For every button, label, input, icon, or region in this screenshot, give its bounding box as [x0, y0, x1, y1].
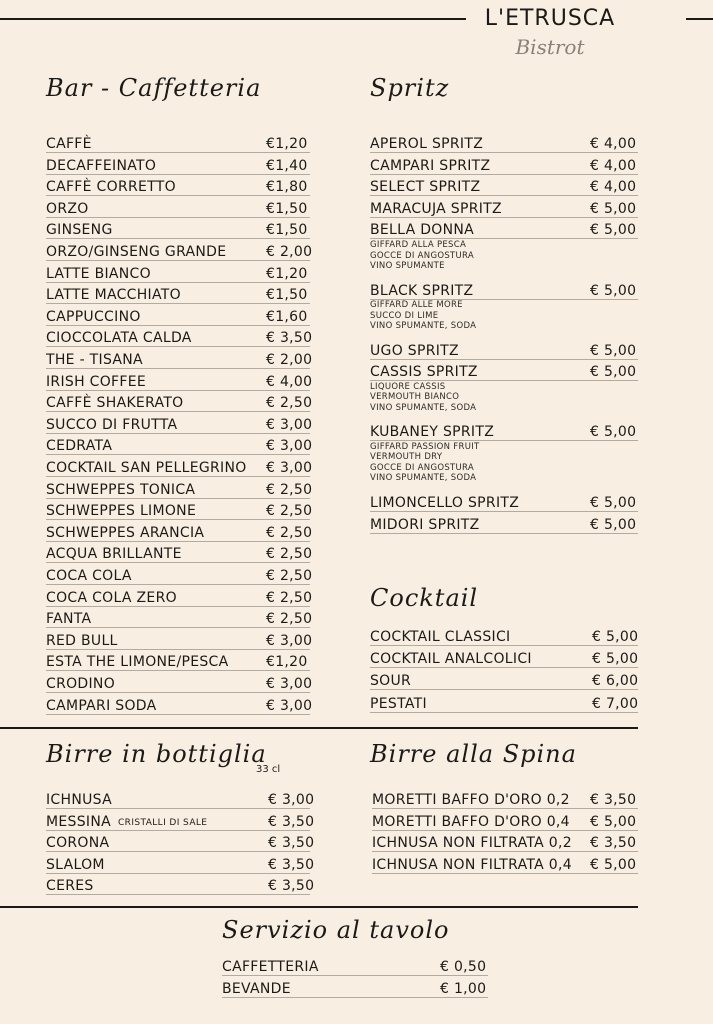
item-name: SUCCO DI FRUTTA [46, 416, 178, 433]
bar-menu-item [46, 545, 326, 563]
item-price: € 2,50 [266, 589, 313, 606]
item-underline [370, 533, 638, 534]
item-price: € 3,50 [268, 856, 315, 873]
item-name: COCKTAIL ANALCOLICI [370, 651, 532, 668]
description-line: VINO SPUMANTE, SODA [370, 473, 477, 484]
item-name: RED BULL [46, 632, 118, 649]
bar-menu-item [46, 610, 326, 628]
item-underline [46, 873, 310, 874]
item-price: € 2,50 [266, 524, 313, 541]
description-line: GIFFARD ALLE MORE [370, 300, 463, 311]
item-underline [46, 433, 310, 434]
item-price: € 3,50 [268, 835, 315, 852]
item-price: € 4,00 [590, 179, 637, 196]
item-name: COCA COLA [46, 568, 132, 584]
item-underline [46, 519, 310, 520]
cocktail-menu-item [370, 695, 652, 713]
cocktail-menu-item [370, 628, 652, 646]
item-name: CIOCCOLATA CALDA [46, 330, 192, 347]
item-underline [370, 511, 638, 512]
item-price: €1,80 [266, 179, 308, 196]
item-name: LATTE BIANCO [46, 265, 151, 282]
item-price: € 0,50 [440, 959, 487, 975]
item-price: € 2,50 [266, 546, 313, 563]
spina-menu-item [372, 856, 650, 874]
item-underline [46, 670, 310, 671]
item-underline [46, 152, 310, 153]
bar-menu-item [46, 178, 326, 196]
item-underline [370, 645, 638, 646]
description-line: GIFFARD PASSION FRUIT [370, 441, 480, 452]
spritz-menu-item [370, 494, 650, 512]
servizio-menu-item [222, 980, 500, 998]
item-price: €1,50 [266, 287, 308, 304]
item-underline [46, 217, 310, 218]
bar-menu-item [46, 589, 326, 607]
item-price: € 4,00 [266, 373, 313, 390]
item-price: €1,20 [266, 136, 308, 152]
item-price: € 5,00 [590, 516, 637, 533]
item-name: SCHWEPPES TONICA [46, 481, 196, 498]
item-underline [46, 830, 310, 831]
item-price: € 5,00 [590, 222, 637, 239]
bar-menu-item [46, 459, 326, 477]
bar-menu-item [46, 524, 326, 542]
section-title-bottiglia: Birre in bottiglia [46, 740, 267, 768]
item-price: € 2,50 [266, 481, 313, 498]
item-name: MESSINA [46, 813, 111, 830]
bottiglia-menu-item [46, 877, 328, 895]
item-underline [46, 195, 310, 196]
bottiglia-menu-item [46, 813, 328, 831]
item-price: € 2,00 [266, 352, 313, 368]
description-line: VERMOUTH BIANCO [370, 392, 460, 403]
bar-menu-item [46, 675, 326, 693]
brand-logo [475, 6, 625, 58]
item-price: € 6,00 [592, 673, 639, 690]
item-price: € 3,50 [268, 878, 315, 895]
item-price: € 3,00 [266, 697, 313, 714]
bar-menu-item [46, 243, 326, 261]
item-name: SLALOM [46, 856, 105, 873]
top-rule-right [686, 18, 713, 20]
item-underline [46, 260, 310, 261]
item-price: € 3,00 [266, 632, 313, 649]
item-underline [46, 606, 310, 607]
item-price: € 5,00 [590, 364, 637, 381]
item-price: € 5,00 [592, 651, 639, 668]
top-rule-left [0, 18, 466, 20]
item-underline [46, 282, 310, 283]
item-name: CAMPARI SPRITZ [370, 157, 491, 174]
item-name: ESTA THE LIMONE/PESCA [46, 654, 229, 671]
item-name: THE - TISANA [46, 352, 143, 368]
divider-lower [0, 906, 638, 908]
item-price: € 3,50 [266, 330, 313, 347]
description-line: VERMOUTH DRY [370, 452, 443, 463]
item-price: € 2,50 [266, 503, 313, 520]
section-title-spina: Birre alla Spina [370, 740, 577, 768]
bar-menu-item [46, 394, 326, 412]
item-name: UGO SPRITZ [370, 342, 459, 359]
item-underline [46, 808, 310, 809]
item-name: MORETTI BAFFO D'ORO 0,2 [372, 792, 570, 808]
section-title-cocktail: Cocktail [370, 584, 479, 612]
section-title-bar: Bar - Caffetteria [46, 74, 262, 102]
item-price: € 5,00 [590, 200, 637, 217]
item-price: €1,50 [266, 200, 308, 217]
spritz-menu-item [370, 157, 650, 175]
item-underline [46, 714, 310, 715]
bar-menu-item [46, 502, 326, 520]
item-price: € 3,00 [266, 676, 313, 692]
item-name: CORONA [46, 835, 110, 852]
item-name: CAFFÈ [46, 136, 92, 152]
item-underline [46, 346, 310, 347]
item-price: € 5,00 [590, 813, 637, 830]
item-price: €1,40 [266, 157, 308, 174]
item-underline [46, 454, 310, 455]
section-title-spritz: Spritz [370, 74, 450, 102]
item-underline [370, 174, 638, 175]
item-name: SCHWEPPES LIMONE [46, 503, 197, 520]
spina-menu-item [372, 813, 650, 831]
item-name: BEVANDE [222, 981, 291, 997]
item-description [370, 300, 476, 332]
item-name: MIDORI SPRITZ [370, 516, 480, 533]
item-name: APEROL SPRITZ [370, 136, 484, 152]
description-line: VINO SPUMANTE, SODA [370, 402, 477, 413]
item-name: ICHNUSA NON FILTRATA 0,2 [372, 835, 572, 852]
bar-menu-item [46, 157, 326, 175]
item-name: ICHNUSA NON FILTRATA 0,4 [372, 856, 572, 873]
item-name: IRISH COFFEE [46, 373, 147, 390]
bar-menu-item [46, 697, 326, 715]
description-line: VINO SPUMANTE [370, 261, 445, 271]
item-underline [372, 808, 638, 809]
item-underline [46, 238, 310, 239]
item-underline [370, 359, 638, 360]
divider-middle [0, 727, 638, 729]
item-price: € 2,00 [266, 244, 313, 260]
item-price: € 3,50 [590, 835, 637, 852]
item-name: COCKTAIL SAN PELLEGRINO [46, 460, 247, 476]
spritz-menu-item [370, 282, 650, 300]
section-title-servizio: Servizio al tavolo [222, 916, 450, 944]
cocktail-menu-item [370, 672, 652, 690]
item-underline [372, 873, 638, 874]
item-price: €1,60 [266, 308, 308, 325]
brand-subtitle: Bistrot [515, 35, 585, 59]
item-underline [370, 152, 638, 153]
item-name: CERES [46, 878, 94, 895]
servizio-menu-item [222, 958, 500, 976]
item-name: FANTA [46, 611, 92, 628]
item-price: € 5,00 [590, 282, 637, 299]
bar-menu-item [46, 265, 326, 283]
item-price: € 5,00 [590, 424, 637, 441]
bar-menu-item [46, 200, 326, 218]
item-name: DECAFFEINATO [46, 157, 157, 174]
item-price: € 5,00 [590, 856, 637, 873]
item-price: € 3,00 [266, 416, 313, 433]
item-price: € 3,50 [590, 792, 637, 808]
item-underline [46, 649, 310, 650]
bar-menu-item [46, 481, 326, 499]
item-price: € 4,00 [590, 136, 637, 152]
item-name: GINSENG [46, 222, 113, 239]
item-underline [46, 390, 310, 391]
item-price: € 5,00 [592, 629, 639, 645]
item-description [370, 442, 480, 484]
item-name: ACQUA BRILLANTE [46, 546, 182, 563]
item-underline [46, 627, 310, 628]
item-underline [46, 368, 310, 369]
item-underline [222, 975, 488, 976]
bar-menu-item [46, 567, 326, 585]
spritz-menu-item [370, 135, 650, 153]
item-underline [46, 851, 310, 852]
item-name: BLACK SPRITZ [370, 282, 474, 299]
cocktail-menu-item [370, 650, 652, 668]
item-underline [46, 174, 310, 175]
item-name: CAFFÈ SHAKERATO [46, 395, 184, 412]
item-name: PESTATI [370, 695, 427, 712]
bar-menu-item [46, 329, 326, 347]
spritz-menu-item [370, 221, 650, 239]
item-underline [370, 217, 638, 218]
item-name: CAPPUCCINO [46, 308, 141, 325]
spina-menu-item [372, 791, 650, 809]
item-underline [46, 894, 310, 895]
item-underline [370, 195, 638, 196]
item-underline [46, 584, 310, 585]
item-name: CEDRATA [46, 438, 113, 455]
item-price: €1,20 [266, 265, 308, 282]
description-line: SUCCO DI LIME [370, 310, 439, 321]
spina-menu-item [372, 834, 650, 852]
item-underline [46, 562, 310, 563]
item-price: € 5,00 [590, 494, 637, 511]
item-underline [46, 303, 310, 304]
item-underline [372, 851, 638, 852]
bottiglia-menu-item [46, 856, 328, 874]
item-price: € 3,00 [266, 438, 313, 455]
item-name: MORETTI BAFFO D'ORO 0,4 [372, 813, 570, 830]
item-price: € 3,00 [266, 460, 313, 476]
bar-menu-item [46, 653, 326, 671]
item-name: ORZO/GINSENG GRANDE [46, 244, 227, 260]
bottiglia-menu-item [46, 834, 328, 852]
item-name: BELLA DONNA [370, 222, 475, 239]
bar-menu-item [46, 308, 326, 326]
item-name: MARACUJA SPRITZ [370, 200, 502, 217]
item-name: LATTE MACCHIATO [46, 287, 181, 304]
item-price: €1,20 [266, 654, 308, 671]
item-name: CRODINO [46, 676, 116, 692]
item-price: € 4,00 [590, 157, 637, 174]
item-name: CAMPARI SODA [46, 697, 157, 714]
bar-menu-item [46, 437, 326, 455]
bar-menu-item [46, 221, 326, 239]
item-underline [370, 689, 638, 690]
description-line: GIFFARD ALLA PESCA [370, 240, 467, 250]
brand-name: L'ETRUSCA [484, 6, 616, 31]
spritz-menu-item [370, 516, 650, 534]
item-name: COCA COLA ZERO [46, 589, 177, 606]
bottle-size-note: 33 cl [256, 764, 281, 775]
bar-menu-item [46, 416, 326, 434]
item-price: € 5,00 [590, 342, 637, 359]
item-price: € 2,50 [266, 568, 313, 584]
item-name: LIMONCELLO SPRITZ [370, 494, 520, 511]
item-price: € 3,50 [268, 813, 315, 830]
item-price: € 2,50 [266, 395, 313, 412]
item-name: SELECT SPRITZ [370, 179, 481, 196]
item-name: ICHNUSA [46, 792, 112, 808]
item-underline [370, 712, 638, 713]
item-name: ORZO [46, 200, 89, 217]
item-name: CAFFETTERIA [222, 959, 319, 975]
spritz-menu-item [370, 178, 650, 196]
item-underline [370, 667, 638, 668]
item-description [370, 382, 476, 414]
item-name: CASSIS SPRITZ [370, 364, 478, 381]
item-underline [372, 830, 638, 831]
item-underline [46, 411, 310, 412]
spritz-menu-item [370, 363, 650, 381]
description-line: GOCCE DI ANGOSTURA [370, 462, 475, 473]
item-subtitle: CRISTALLI DI SALE [118, 817, 208, 828]
spritz-menu-item [370, 342, 650, 360]
item-price: € 3,00 [268, 792, 315, 808]
bar-menu-item [46, 135, 326, 153]
item-underline [46, 541, 310, 542]
description-line: LIQUORE CASSIS [370, 381, 446, 392]
item-underline [46, 476, 310, 477]
item-name: COCKTAIL CLASSICI [370, 629, 511, 645]
item-underline [46, 498, 310, 499]
spritz-menu-item [370, 423, 650, 441]
bottiglia-menu-item [46, 791, 328, 809]
item-description [370, 240, 474, 272]
item-name: KUBANEY SPRITZ [370, 424, 495, 441]
item-price: €1,50 [266, 222, 308, 239]
bar-menu-item [46, 373, 326, 391]
item-underline [46, 325, 310, 326]
item-name: CAFFÈ CORRETTO [46, 179, 176, 196]
description-line: GOCCE DI ANGOSTURA [370, 250, 475, 261]
bar-menu-item [46, 351, 326, 369]
bar-menu-item [46, 286, 326, 304]
item-underline [222, 997, 488, 998]
item-price: € 2,50 [266, 611, 313, 628]
bar-menu-item [46, 632, 326, 650]
item-underline [46, 692, 310, 693]
description-line: VINO SPUMANTE, SODA [370, 321, 477, 332]
item-name: SOUR [370, 673, 412, 690]
item-price: € 7,00 [592, 695, 639, 712]
spritz-menu-item [370, 200, 650, 218]
item-name: SCHWEPPES ARANCIA [46, 524, 205, 541]
item-price: € 1,00 [440, 981, 487, 997]
